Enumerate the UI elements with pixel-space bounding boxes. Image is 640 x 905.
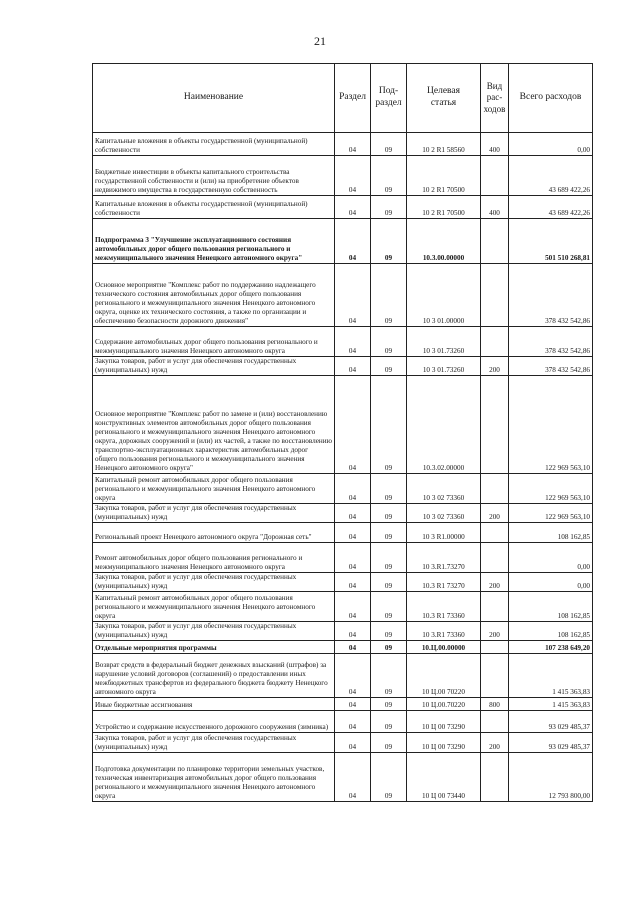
table-row (93, 543, 593, 573)
table-row (93, 523, 593, 543)
cell-section: 04 (335, 622, 371, 641)
cell-name: Закупка товаров, работ и услуг для обеспечения государственных (муниципальных) нужд (93, 357, 335, 376)
cell-target: 10 Ц.00.70220 (407, 698, 481, 711)
cell-target: 10 2 R1 70500 (407, 156, 481, 196)
table-row (93, 592, 593, 622)
cell-subsection: 09 (371, 753, 407, 802)
table-row (93, 733, 593, 753)
cell-total: 378 432 542,86 (509, 357, 593, 376)
table-row (93, 327, 593, 357)
cell-target: 10 3 02 73360 (407, 474, 481, 504)
cell-total: 501 510 268,81 (509, 219, 593, 264)
budget-table (92, 63, 593, 802)
cell-subsection: 09 (371, 196, 407, 219)
cell-type (481, 156, 509, 196)
cell-total: 108 162,85 (509, 622, 593, 641)
cell-target: 10.3 R1 73270 (407, 573, 481, 592)
cell-name: Возврат средств в федеральный бюджет денежных взысканий (штрафов) за нарушение условий договоров (соглашений) о предоставлении иных межбюджетных трансфертов из федерального бюджета бюджету Ненецкого автономного округа (93, 654, 335, 698)
cell-type: 200 (481, 622, 509, 641)
cell-total: 378 432 542,86 (509, 327, 593, 357)
table-row (93, 573, 593, 592)
header-name: Наименование (93, 64, 335, 133)
cell-type: 200 (481, 733, 509, 753)
cell-subsection: 09 (371, 264, 407, 327)
cell-total: 43 689 422,26 (509, 156, 593, 196)
cell-section: 04 (335, 523, 371, 543)
cell-type (481, 264, 509, 327)
cell-section: 04 (335, 654, 371, 698)
cell-section: 04 (335, 474, 371, 504)
cell-name: Подготовка документации по планировке территории земельных участков, техническая инвентаризация автомобильных дорог общего пользования регионального и межмуниципального значения Ненецкого автономного округа (93, 753, 335, 802)
header-type: Вид рас- ходов (481, 64, 509, 133)
cell-target: 10 2 R1 58560 (407, 133, 481, 156)
cell-total: 108 162,85 (509, 523, 593, 543)
cell-type (481, 327, 509, 357)
cell-total: 0,00 (509, 573, 593, 592)
cell-total: 1 415 363,83 (509, 698, 593, 711)
table-header-row (93, 64, 593, 133)
cell-type (481, 753, 509, 802)
page-number: 21 (314, 34, 326, 48)
table-row (93, 711, 593, 733)
cell-section: 04 (335, 156, 371, 196)
cell-subsection: 09 (371, 219, 407, 264)
cell-subsection: 09 (371, 711, 407, 733)
cell-section: 04 (335, 327, 371, 357)
cell-section: 04 (335, 219, 371, 264)
cell-type (481, 654, 509, 698)
cell-target: 10 3 R1.00000 (407, 523, 481, 543)
table-row (93, 156, 593, 196)
table-row (93, 654, 593, 698)
cell-subsection: 09 (371, 133, 407, 156)
cell-name: Основное мероприятие "Комплекс работ по поддержанию надлежащего технического состояния автомобильных дорог общего пользования регионального и межмуниципального значения Ненецкого автономного округа, оценке их технического состояния, а также по организации и обеспечению безопасности дорожного движения" (93, 264, 335, 327)
cell-name: Бюджетные инвестиции в объекты капитального строительства государственной собственности и (или) на приобретение объектов недвижимого имущества в государственную собственность (93, 156, 335, 196)
cell-target: 10.Ц.00.00000 (407, 641, 481, 654)
cell-name: Ремонт автомобильных дорог общего пользования регионального и межмуниципального значения Ненецкого автономного округа (93, 543, 335, 573)
cell-name: Подпрограмма 3 "Улучшение эксплуатационного состояния автомобильных дорог общего пользования регионального и межмуниципального значения Ненецкого автономного округа" (93, 219, 335, 264)
cell-total: 378 432 542,86 (509, 264, 593, 327)
cell-subsection: 09 (371, 156, 407, 196)
cell-section: 04 (335, 753, 371, 802)
cell-name: Основное мероприятие "Комплекс работ по замене и (или) восстановлению конструктивных элементов автомобильных дорог общего пользования регионального и межмуниципального значения Ненецкого автономного округа, дорожных сооружений и (или) их частей, а также по восстановлению транспортно-эксплуатационных характеристик автомобильных дорог общего пользования регионального и межмуниципального значения Ненецкого автономного округа" (93, 376, 335, 474)
cell-target: 10 3.R1.73270 (407, 543, 481, 573)
cell-target: 10 Ц.00 70220 (407, 654, 481, 698)
cell-name: Капитальный ремонт автомобильных дорог общего пользования регионального и межмуниципального значения Ненецкого автономного округа (93, 474, 335, 504)
header-subsection: Под- раздел (371, 64, 407, 133)
cell-total: 122 969 563,10 (509, 474, 593, 504)
table-row (93, 196, 593, 219)
cell-total: 108 162,85 (509, 592, 593, 622)
cell-type: 200 (481, 573, 509, 592)
cell-subsection: 09 (371, 654, 407, 698)
table-row (93, 376, 593, 474)
cell-total: 107 238 649,20 (509, 641, 593, 654)
table-row (93, 219, 593, 264)
cell-section: 04 (335, 357, 371, 376)
table-row (93, 504, 593, 523)
cell-name: Закупка товаров, работ и услуг для обеспечения государственных (муниципальных) нужд (93, 573, 335, 592)
cell-type (481, 523, 509, 543)
cell-section: 04 (335, 196, 371, 219)
cell-target: 10 3 01.00000 (407, 264, 481, 327)
cell-target: 10 3 02 73360 (407, 504, 481, 523)
table-row (93, 641, 593, 654)
cell-target: 10.3.00.00000 (407, 219, 481, 264)
cell-section: 04 (335, 543, 371, 573)
cell-total: 12 793 800,00 (509, 753, 593, 802)
cell-type: 400 (481, 133, 509, 156)
cell-section: 04 (335, 698, 371, 711)
cell-subsection: 09 (371, 327, 407, 357)
cell-subsection: 09 (371, 641, 407, 654)
cell-target: 10 Ц 00 73440 (407, 753, 481, 802)
cell-subsection: 09 (371, 622, 407, 641)
cell-subsection: 09 (371, 357, 407, 376)
cell-type: 200 (481, 504, 509, 523)
cell-type (481, 711, 509, 733)
table-row (93, 622, 593, 641)
cell-name: Капитальные вложения в объекты государственной (муниципальной) собственности (93, 133, 335, 156)
cell-type: 200 (481, 357, 509, 376)
cell-subsection: 09 (371, 504, 407, 523)
cell-target: 10.3 R1 73360 (407, 592, 481, 622)
cell-type: 400 (481, 196, 509, 219)
cell-type (481, 543, 509, 573)
cell-name: Региональный проект Ненецкого автономного округа "Дорожная сеть" (93, 523, 335, 543)
cell-name: Закупка товаров, работ и услуг для обеспечения государственных (муниципальных) нужд (93, 733, 335, 753)
table-row (93, 133, 593, 156)
cell-subsection: 09 (371, 523, 407, 543)
table-body (93, 133, 593, 802)
header-total: Всего расходов (509, 64, 593, 133)
cell-name: Иные бюджетные ассигнования (93, 698, 335, 711)
cell-total: 93 029 485,37 (509, 733, 593, 753)
cell-total: 0,00 (509, 543, 593, 573)
table-row (93, 698, 593, 711)
cell-total: 43 689 422,26 (509, 196, 593, 219)
cell-section: 04 (335, 133, 371, 156)
cell-subsection: 09 (371, 543, 407, 573)
cell-target: 10 Ц 00 73290 (407, 711, 481, 733)
cell-section: 04 (335, 376, 371, 474)
cell-target: 10 3.R1 73360 (407, 622, 481, 641)
cell-target: 10.3.02.00000 (407, 376, 481, 474)
cell-name: Устройство и содержание искусственного дорожного сооружения (зимника) (93, 711, 335, 733)
cell-total: 122 969 563,10 (509, 504, 593, 523)
cell-subsection: 09 (371, 592, 407, 622)
cell-total: 93 029 485,37 (509, 711, 593, 733)
cell-name: Содержание автомобильных дорог общего пользования регионального и межмуниципального значения Ненецкого автономного округа (93, 327, 335, 357)
cell-subsection: 09 (371, 733, 407, 753)
table-row (93, 753, 593, 802)
cell-subsection: 09 (371, 376, 407, 474)
cell-total: 1 415 363,83 (509, 654, 593, 698)
cell-target: 10 3 01.73260 (407, 357, 481, 376)
cell-name: Капитальные вложения в объекты государственной (муниципальной) собственности (93, 196, 335, 219)
cell-name: Капитальный ремонт автомобильных дорог общего пользования регионального и межмуниципального значения Ненецкого автономного округа (93, 592, 335, 622)
cell-type (481, 592, 509, 622)
cell-subsection: 09 (371, 474, 407, 504)
cell-target: 10 3 01.73260 (407, 327, 481, 357)
cell-name: Закупка товаров, работ и услуг для обеспечения государственных (муниципальных) нужд (93, 622, 335, 641)
cell-section: 04 (335, 711, 371, 733)
cell-type (481, 641, 509, 654)
table-row (93, 264, 593, 327)
cell-subsection: 09 (371, 698, 407, 711)
header-section: Раздел (335, 64, 371, 133)
header-target: Целевая статья (407, 64, 481, 133)
cell-section: 04 (335, 573, 371, 592)
cell-target: 10 2 R1 70500 (407, 196, 481, 219)
table-row (93, 474, 593, 504)
cell-section: 04 (335, 733, 371, 753)
cell-type (481, 219, 509, 264)
cell-subsection: 09 (371, 573, 407, 592)
cell-type (481, 474, 509, 504)
cell-total: 0,00 (509, 133, 593, 156)
cell-type: 800 (481, 698, 509, 711)
table-row (93, 357, 593, 376)
cell-type (481, 376, 509, 474)
cell-section: 04 (335, 641, 371, 654)
cell-name: Отдельные мероприятия программы (93, 641, 335, 654)
cell-name: Закупка товаров, работ и услуг для обеспечения государственных (муниципальных) нужд (93, 504, 335, 523)
cell-section: 04 (335, 264, 371, 327)
cell-total: 122 969 563,10 (509, 376, 593, 474)
cell-target: 10 Ц 00 73290 (407, 733, 481, 753)
cell-section: 04 (335, 592, 371, 622)
cell-section: 04 (335, 504, 371, 523)
